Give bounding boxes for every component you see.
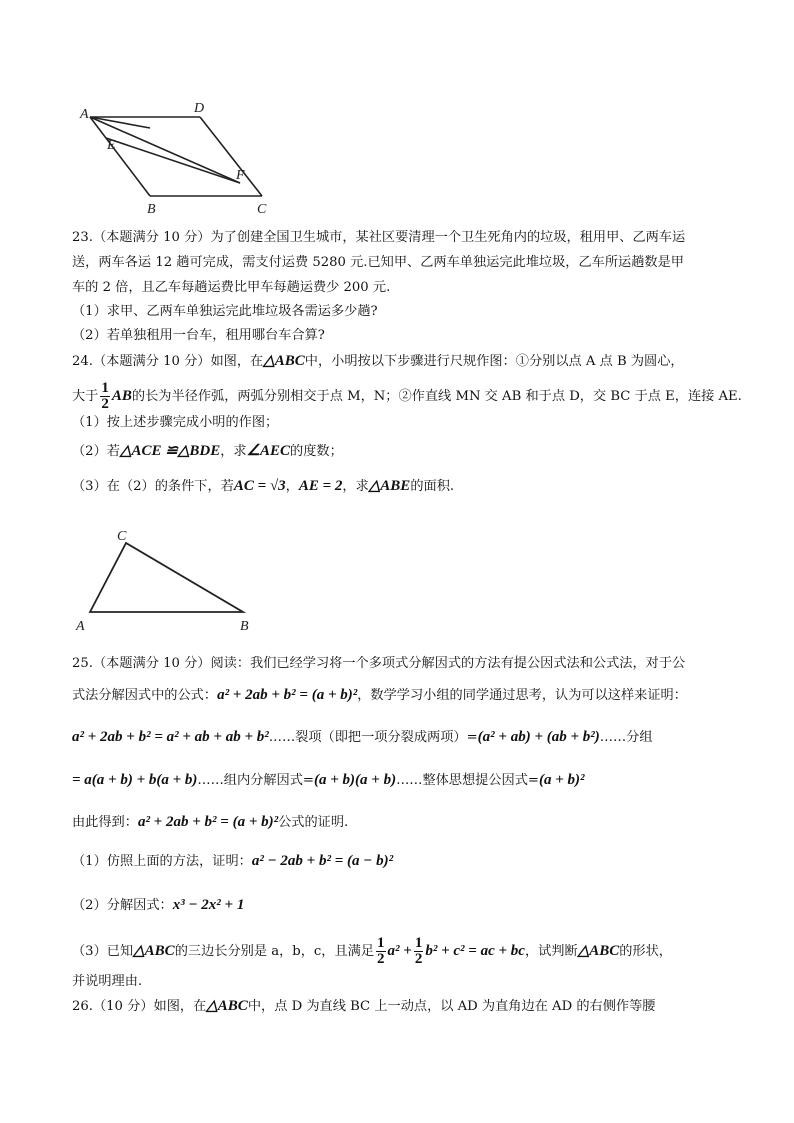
math-expression: b² + c² = ac + bc — [425, 943, 525, 959]
text-run: ，求 — [342, 479, 369, 494]
fraction-numerator: 1 — [377, 935, 385, 951]
segment-A-inner — [90, 117, 150, 128]
math-expression: a² + 2ab + b² = (a + b)² — [137, 814, 279, 830]
triangle-figure — [90, 543, 243, 612]
math-expression: △ABC — [263, 353, 305, 369]
fraction-denominator: 2 — [377, 951, 385, 967]
text-run: 的三边长分别是 a，b，c，且满足 — [174, 944, 375, 959]
text-line — [72, 441, 343, 462]
text-run: 中，小明按以下步骤进行尺规作图：①分别以点 A 点 B 为圆心， — [304, 354, 684, 369]
text-line — [72, 413, 278, 433]
text-run: ，数学学习小组的同学通过思考，认为可以这样来证明： — [357, 688, 687, 703]
text-line — [72, 727, 653, 748]
math-expression: AC = √3 — [233, 478, 286, 494]
math-expression: (a + b)² — [539, 772, 585, 788]
text-run: 公式的证明. — [278, 815, 349, 830]
math-expression: a² + 2ab + b² = (a + b)² — [217, 687, 358, 703]
math-expression: (a + b)(a + b) — [313, 772, 397, 788]
text-run: ……裂项（即把一项分裂成两项）= — [268, 730, 478, 745]
fraction — [414, 936, 424, 967]
text-line — [72, 851, 393, 872]
parallelogram-figure — [90, 117, 262, 196]
text-run: （3）在（2）的条件下，若 — [72, 479, 234, 494]
fraction — [100, 381, 110, 412]
text-run: 车的 2 倍，且乙车每趟运费比甲车每趟运费少 200 元. — [72, 280, 391, 295]
math-expression: = a(a + b) + b(a + b) — [72, 772, 198, 788]
label-F: F — [236, 168, 245, 183]
fraction-numerator: 1 — [101, 380, 109, 396]
text-run: （2）若 — [72, 444, 120, 459]
text-run: 由此得到： — [72, 815, 138, 830]
math-expression: △ABC — [577, 943, 620, 959]
text-run: ， — [285, 479, 299, 494]
label-C: C — [257, 202, 267, 217]
text-line — [72, 253, 684, 273]
label-E: E — [107, 138, 116, 153]
text-line — [72, 996, 655, 1017]
text-run: （2）分解因式： — [72, 898, 173, 913]
text-run: （3）已知 — [72, 944, 134, 959]
text-line — [72, 972, 142, 992]
label-B2: B — [240, 619, 249, 634]
text-run: 的长为半径作弧，两弧分别相交于点 M，N；②作直线 MN 交 AB 和于点 D，交 BC 于点 E，连接 AE. — [131, 389, 742, 404]
text-run: 中，点 D 为直线 BC 上一动点，以 AD 为直角边在 AD 的右侧作等腰 — [247, 999, 656, 1014]
text-run: ，求 — [220, 444, 247, 459]
text-line — [72, 936, 672, 967]
text-run: 24.（本题满分 10 分）如图，在 — [72, 354, 264, 369]
segment-BA — [90, 117, 150, 196]
text-line — [72, 326, 325, 346]
text-line — [72, 381, 742, 412]
text-run: （2）若单独租用一台车，租用哪台车合算? — [72, 328, 325, 343]
text-run: ……分组 — [599, 730, 653, 745]
text-run: 式法分解因式中的公式： — [72, 688, 218, 703]
text-run: 的形状， — [619, 944, 672, 959]
text-run: （1）按上述步骤完成小明的作图； — [72, 415, 279, 430]
text-run: （1）求甲、乙两车单独运完此堆垃圾各需运多少趟? — [72, 304, 378, 319]
fraction — [376, 936, 386, 967]
text-run: 大于 — [72, 389, 99, 404]
text-run: 的度数； — [290, 444, 343, 459]
label-D: D — [194, 101, 205, 116]
text-run: ，试判断 — [524, 944, 578, 959]
math-expression: △ABC — [133, 943, 175, 959]
math-expression: AE = 2 — [298, 478, 343, 494]
segment-EF — [106, 138, 240, 183]
text-run: （1）仿照上面的方法，证明： — [72, 854, 252, 869]
text-line — [72, 685, 687, 706]
text-run: 23.（本题满分 10 分）为了创建全国卫生城市，某社区要清理一个卫生死角内的垃圾，租用甲、乙两车运 — [72, 230, 686, 245]
label-A2: A — [76, 619, 85, 634]
text-line — [72, 654, 685, 674]
math-expression: (a² + ab) + (ab + b²) — [477, 729, 600, 745]
math-expression: x³ − 2x² + 1 — [172, 897, 245, 913]
text-line — [72, 812, 348, 833]
text-run: 送，两车各运 12 趟可完成，需支付运费 5280 元.已知甲、乙两车单独运完此堆垃圾，乙车所运趟数是甲 — [72, 255, 684, 270]
text-run: 并说明理由. — [72, 974, 143, 989]
math-expression: △ABC — [206, 998, 248, 1014]
segment-DC — [200, 117, 262, 196]
label-B: B — [147, 202, 156, 217]
text-run: 25.（本题满分 10 分）阅读：我们已经学习将一个多项式分解因式的方法有提公因式法和公式法，对于公 — [72, 656, 686, 671]
text-run: 的面积. — [410, 479, 455, 494]
text-run: ……组内分解因式= — [197, 773, 314, 788]
math-expression: △ACE ≌△BDE — [119, 443, 221, 459]
math-expression: AB — [111, 388, 132, 404]
text-line — [72, 228, 685, 248]
math-expression: a² − 2ab + b² = (a − b)² — [251, 853, 394, 869]
text-run: 26.（10 分）如图，在 — [72, 999, 207, 1014]
fraction-denominator: 2 — [414, 951, 423, 967]
text-line — [72, 476, 454, 497]
text-run: ……整体思想提公因式= — [396, 773, 539, 788]
text-line — [72, 278, 390, 298]
fraction-numerator: 1 — [414, 935, 423, 951]
math-expression: a² + 2ab + b² = a² + ab + ab + b² — [72, 729, 269, 745]
math-expression: a² + — [387, 943, 412, 959]
label-C2: C — [117, 529, 127, 544]
math-expression: ∠AEC — [246, 443, 291, 459]
math-expression: △ABE — [368, 478, 411, 494]
label-A: A — [80, 107, 89, 122]
text-line — [72, 302, 378, 322]
text-line — [72, 770, 585, 791]
text-line — [72, 351, 684, 372]
text-line — [72, 895, 244, 916]
fraction-denominator: 2 — [101, 396, 109, 412]
